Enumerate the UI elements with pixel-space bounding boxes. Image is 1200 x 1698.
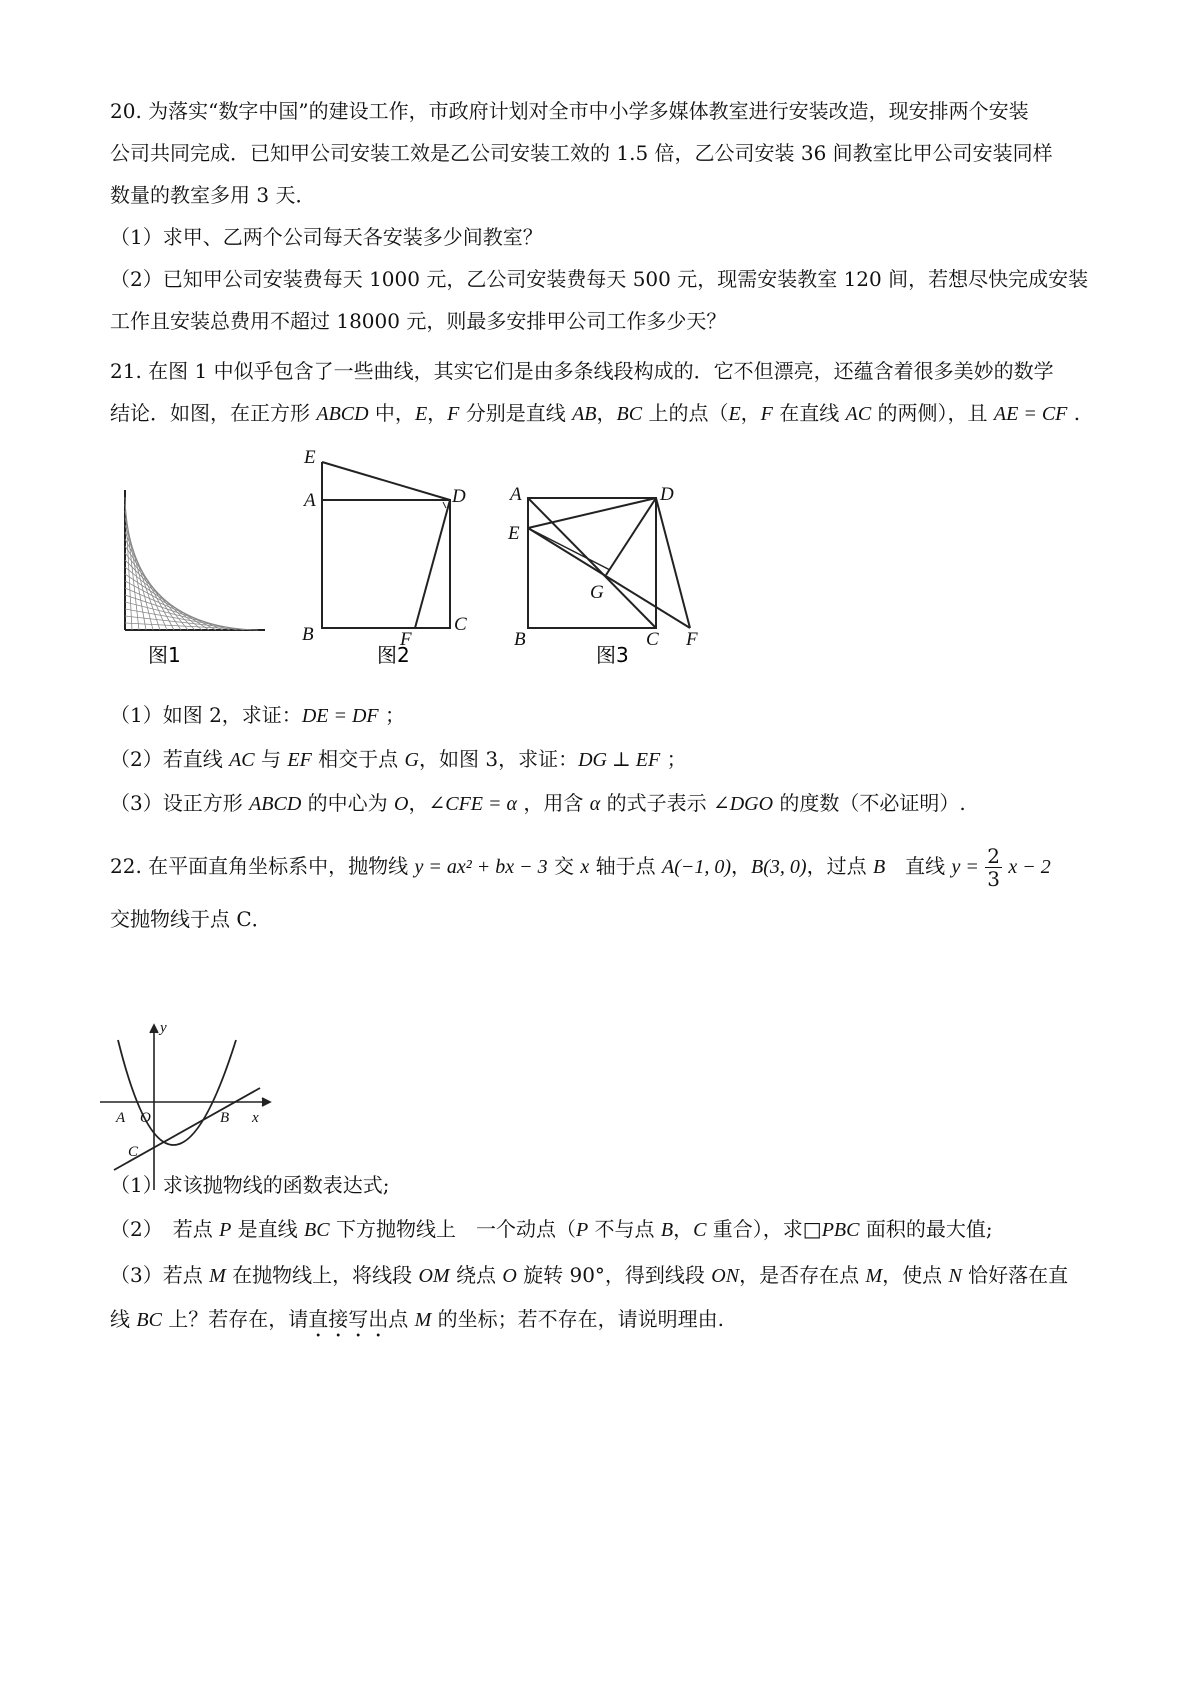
svg-text:C: C <box>646 629 659 650</box>
svg-text:A: A <box>116 1110 126 1126</box>
svg-text:D: D <box>660 484 674 505</box>
q21-figures <box>100 440 800 740</box>
svg-text:F: F <box>400 629 412 650</box>
q21-part3: （3）设正方形 ABCD 的中心为 O，∠CFE = α ，用含 α 的式子表示 ∠DGO 的度数（不必证明）. <box>110 791 966 815</box>
figure-3 <box>528 498 690 628</box>
svg-text:B: B <box>514 629 526 650</box>
q22-part3-line2: 线 BC 上？若存在，请直接写出点 M 的坐标；若不存在，请说明理由. <box>110 1307 725 1331</box>
q21-line1: 21. 在图 1 中似乎包含了一些曲线，其实它们是由多条线段构成的．它不但漂亮，还蕴含着很多美妙的数学 <box>110 359 1054 383</box>
q22-part2: （2） 若点 P 是直线 BC 下方抛物线上 一个动点（P 不与点 B，C 重合），求□PBC 面积的最大值; <box>110 1217 993 1241</box>
figure-2 <box>322 462 450 628</box>
q22-part1: （1）求该抛物线的函数表达式; <box>110 1173 390 1197</box>
q21-part2: （2）若直线 AC 与 EF 相交于点 G，如图 3，求证：DG ⊥ EF ； <box>110 747 687 771</box>
q20-part2-line1: （2）已知甲公司安装费每天 1000 元，乙公司安装费每天 500 元，现需安装教室 120 间，若想尽快完成安装 <box>110 267 1089 291</box>
q20-line1: 20. 为落实“数字中国”的建设工作，市政府计划对全市中小学多媒体教室进行安装改造，现安排两个安装 <box>110 99 1029 123</box>
q20-part2-line2: 工作且安装总费用不超过 18000 元，则最多安排甲公司工作多少天？ <box>110 309 727 333</box>
svg-text:G: G <box>590 582 604 603</box>
svg-text:O: O <box>140 1110 151 1126</box>
figure-1 <box>125 490 265 630</box>
svg-text:B: B <box>302 624 314 645</box>
q20-part1: （1）求甲、乙两个公司每天各安装多少间教室？ <box>110 225 543 249</box>
q22-part3-line1: （3）若点 M 在抛物线上，将线段 OM 绕点 O 旋转 90°，得到线段 ON，是否存在点 M，使点 N 恰好落在直 <box>110 1263 1069 1287</box>
q20-line3: 数量的教室多用 3 天． <box>110 183 316 207</box>
q20-line2: 公司共同完成．已知甲公司安装工效是乙公司安装工效的 1.5 倍，乙公司安装 36 间教室比甲公司安装同样 <box>110 141 1053 165</box>
svg-text:A: A <box>304 490 316 511</box>
svg-text:y: y <box>160 1020 167 1036</box>
svg-text:C: C <box>128 1144 139 1160</box>
svg-text:B: B <box>220 1110 230 1126</box>
emphasized-text: 直接写出 <box>308 1307 389 1331</box>
svg-text:D: D <box>452 486 466 507</box>
figure-3-caption: 图3 <box>596 643 629 667</box>
svg-text:x: x <box>252 1110 259 1126</box>
q21-part1: （1）如图 2，求证：DE = DF ； <box>110 703 405 727</box>
svg-text:C: C <box>454 614 467 635</box>
figure-2-caption: 图2 <box>377 643 410 667</box>
svg-text:F: F <box>686 629 698 650</box>
figure-2-labels <box>302 447 467 650</box>
figure-1-caption: 图1 <box>148 643 181 667</box>
svg-text:A: A <box>510 484 522 505</box>
svg-text:E: E <box>304 447 316 468</box>
q21-line2: 结论．如图，在正方形 ABCD 中，E，F 分别是直线 AB，BC 上的点（E，F 在直线 AC 的两侧），且 AE = CF . <box>110 401 1081 425</box>
svg-text:E: E <box>508 523 520 544</box>
fraction-two-thirds: $\frac{2}{3}$ <box>987 844 1000 891</box>
q22-line2: 交抛物线于点 C． <box>110 907 272 931</box>
q22-line1: 22. 在平面直角坐标系中，抛物线 y = ax² + bx − 3 交 x 轴于点 A(−1, 0)，B(3, 0)，过点 B 直线 y = $\frac{2}{3}$ x − 2 <box>110 844 1051 891</box>
